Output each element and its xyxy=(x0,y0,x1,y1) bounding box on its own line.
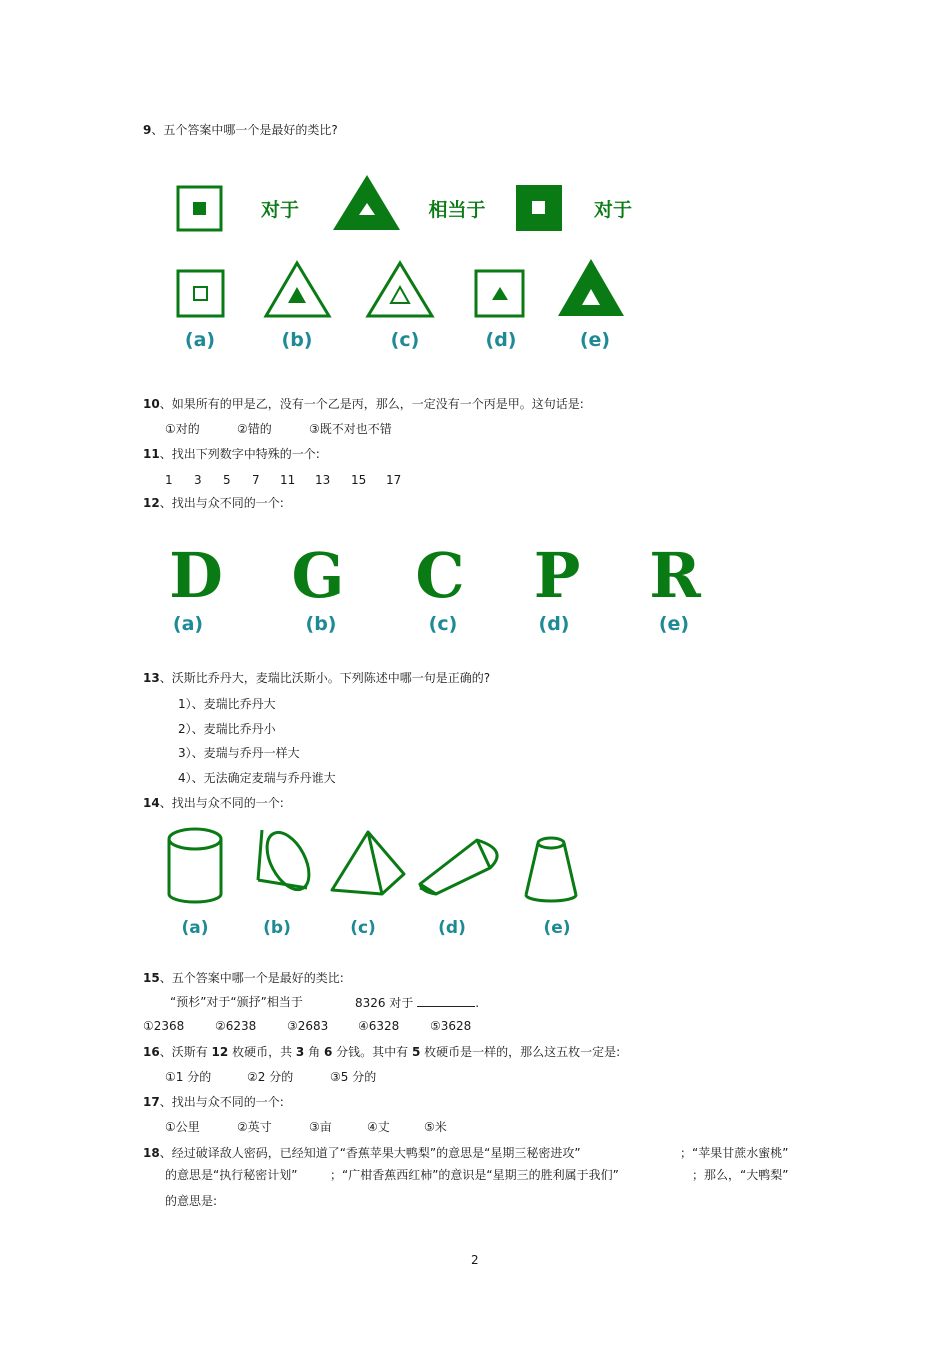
q17-option-5: ⑤米 xyxy=(424,1120,447,1134)
q11-number: 5 xyxy=(223,473,231,487)
q10-prompt: 10、如果所有的甲是乙，没有一个乙是丙，那么，一定没有一个丙是甲。这句话是: xyxy=(143,397,584,411)
q17-prompt: 17、找出与众不同的一个: xyxy=(143,1095,284,1109)
q9-option-c-icon xyxy=(368,263,432,316)
q11-number: 1 xyxy=(165,473,173,487)
q15-analogy-line: “预杉”对于“颁抒”相当于 xyxy=(170,995,303,1009)
q14-label-e: (e) xyxy=(543,918,571,938)
q14-figure xyxy=(160,822,590,947)
q14-pyramid-icon xyxy=(332,832,404,894)
q9-prompt: 9、五个答案中哪一个是最好的类比? xyxy=(143,123,338,137)
q9-label-a: (a) xyxy=(184,329,216,351)
q17-option-2: ②英寸 xyxy=(237,1120,272,1134)
q9-option-b-icon xyxy=(266,263,329,316)
q18-line-2-c: ；那么，“大鸭梨” xyxy=(692,1168,789,1182)
q16-option-3: ③5 分的 xyxy=(330,1070,377,1084)
q18-line-3: 的意思是: xyxy=(165,1194,218,1208)
q16-option-2: ②2 分的 xyxy=(247,1070,294,1084)
q15-analogy-tail: 8326 对于 . xyxy=(355,996,480,1010)
q11-number: 15 xyxy=(351,473,367,487)
q10-option-2: ②错的 xyxy=(237,422,272,436)
q9-label-d: (d) xyxy=(485,329,517,351)
q11-number: 13 xyxy=(315,473,331,487)
q13-option-1: 1）、麦瑞比乔丹大 xyxy=(178,697,276,711)
q17-option-3: ③亩 xyxy=(309,1120,332,1134)
q14-label-d: (d) xyxy=(438,918,466,938)
q18-line-1-tail: ；“苹果甘蔗水蜜桃” xyxy=(680,1146,789,1160)
q11-number: 3 xyxy=(194,473,202,487)
q9-option-e-icon xyxy=(558,259,624,316)
q12-label-b: (b) xyxy=(305,613,337,635)
q14-label-c: (c) xyxy=(350,918,376,938)
q15-option-2: ②6238 xyxy=(215,1019,257,1033)
q18-prompt-line-1: 18、经过破译敌人密码，已经知道了“香蕉苹果大鸭梨”的意思是“星期三秘密进攻” xyxy=(143,1146,581,1160)
q15-option-5: ⑤3628 xyxy=(430,1019,472,1033)
q9-solid-triangle-icon xyxy=(333,175,400,230)
q14-label-b: (b) xyxy=(263,918,291,938)
q12-letter-d: D xyxy=(169,539,223,612)
q11-number: 11 xyxy=(280,473,296,487)
q12-label-d: (d) xyxy=(538,613,570,635)
q13-option-3: 3）、麦瑞与乔丹一样大 xyxy=(178,746,300,760)
q16-prompt: 16、沃斯有 12 枚硬币，共 3 角 6 分钱。其中有 5 枚硬币是一样的，那么这五枚一定是: xyxy=(143,1045,621,1059)
q12-letter-c: C xyxy=(415,539,465,612)
q9-label-b: (b) xyxy=(281,329,313,351)
q12-label-a: (a) xyxy=(172,613,204,635)
q13-option-4: 4）、无法确定麦瑞与乔丹谁大 xyxy=(178,771,336,785)
q14-prompt: 14、找出与众不同的一个: xyxy=(143,796,284,810)
q18-line-2-b: ；“广柑香蕉西红柿”的意识是“星期三的胜利属于我们” xyxy=(330,1168,619,1182)
q13-prompt: 13、沃斯比乔丹大，麦瑞比沃斯小。下列陈述中哪一句是正确的? xyxy=(143,671,491,685)
q14-cylinder-icon xyxy=(169,829,221,902)
q15-option-4: ④6328 xyxy=(358,1019,400,1033)
q9-option-a-icon xyxy=(178,271,223,316)
q15-option-3: ③2683 xyxy=(287,1019,329,1033)
q15-answer-blank xyxy=(417,994,475,1007)
q17-option-1: ①公里 xyxy=(165,1120,200,1134)
q10-option-1: ①对的 xyxy=(165,422,200,436)
q12-figure xyxy=(160,535,730,645)
q15-prompt: 15、五个答案中哪一个是最好的类比: xyxy=(143,971,344,985)
q17-option-4: ④丈 xyxy=(367,1120,390,1134)
q14-label-a: (a) xyxy=(181,918,209,938)
q9-label-c: (c) xyxy=(390,329,420,351)
page-number: 2 xyxy=(471,1253,479,1267)
q13-option-2: 2）、麦瑞比乔丹小 xyxy=(178,722,276,736)
q14-half-cylinder-icon xyxy=(420,840,497,894)
q9-label-e: (e) xyxy=(579,329,611,351)
q11-number: 7 xyxy=(252,473,260,487)
q14-cone-icon xyxy=(258,826,318,897)
q12-letter-r: R xyxy=(649,539,701,612)
q9-word-duiyu-1: 对于 xyxy=(260,199,300,221)
q15-option-1: ①2368 xyxy=(143,1019,185,1033)
q14-frustum-icon xyxy=(526,838,576,901)
q11-prompt: 11、找出下列数字中特殊的一个: xyxy=(143,447,320,461)
q18-line-2-a: 的意思是“执行秘密计划” xyxy=(165,1168,298,1182)
q9-square-with-square-icon xyxy=(178,187,221,230)
q16-option-1: ①1 分的 xyxy=(165,1070,212,1084)
q9-solid-square-icon xyxy=(516,185,562,231)
q12-label-c: (c) xyxy=(428,613,458,635)
q12-letter-p: P xyxy=(533,539,581,612)
q9-word-duiyu-2: 对于 xyxy=(593,199,633,221)
q12-prompt: 12、找出与众不同的一个: xyxy=(143,496,284,510)
q12-label-e: (e) xyxy=(658,613,690,635)
q10-option-3: ③既不对也不错 xyxy=(309,422,392,436)
q9-word-xiangdangyu: 相当于 xyxy=(428,199,486,221)
q12-letter-g: G xyxy=(291,539,345,612)
q9-figure xyxy=(160,165,640,365)
q9-option-d-icon xyxy=(476,271,523,316)
q11-number: 17 xyxy=(386,473,402,487)
